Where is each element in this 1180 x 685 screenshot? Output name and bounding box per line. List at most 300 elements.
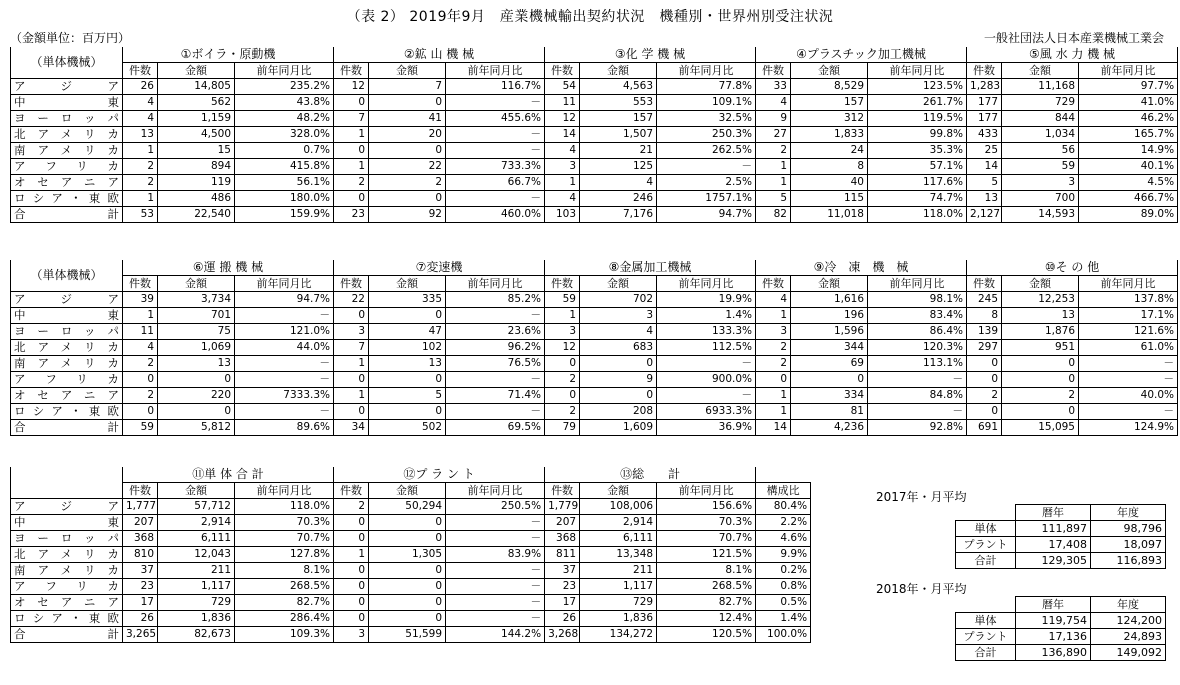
table-row [11,579,811,595]
data-cell: 12,043 [158,547,235,563]
data-cell: 14 [545,127,580,143]
data-cell: 118.0% [868,207,967,223]
row-label: プラント [956,537,1016,553]
group-header: ③化 学 機 械 [545,47,756,63]
column-header: 件数 [123,483,158,499]
column-header: 年度 [1091,505,1166,521]
data-cell: 13 [967,191,1002,207]
data-cell: 23 [123,579,158,595]
region-label: アジア [11,79,123,95]
share-cell: 0.5% [756,595,811,611]
data-cell: 1,159 [158,111,235,127]
data-cell: 2 [545,372,580,388]
data-cell: 6933.3% [657,404,756,420]
data-cell: 12,253 [1002,292,1079,308]
data-cell: 0 [334,308,369,324]
data-cell: 71.4% [446,388,545,404]
data-cell: 844 [1002,111,1079,127]
avg-2018-table [955,596,1166,661]
data-cell: 98,796 [1091,521,1166,537]
data-cell: 82.7% [235,595,334,611]
data-cell: 1 [756,404,791,420]
data-cell: 116.7% [446,79,545,95]
data-cell: 0 [334,515,369,531]
data-cell: 334 [791,388,868,404]
region-label: ロシア・東欧 [11,404,123,420]
table-row [11,127,1178,143]
data-cell: 235.2% [235,79,334,95]
region-label: 南アメリカ [11,356,123,372]
data-cell: 121.0% [235,324,334,340]
data-cell: 129,305 [1016,553,1091,569]
data-cell: 207 [545,515,580,531]
share-header: 構成比 [756,483,811,499]
data-cell: 13 [158,356,235,372]
data-cell: 13 [1002,308,1079,324]
data-cell: － [446,143,545,159]
data-cell: 1,836 [580,611,657,627]
data-cell: 4,563 [580,79,657,95]
data-cell: 951 [1002,340,1079,356]
empty-cell [756,467,811,483]
data-cell: 25 [967,143,1002,159]
data-cell: 120.3% [868,340,967,356]
data-cell: 1 [334,127,369,143]
table-row [956,537,1166,553]
data-cell: 2 [756,143,791,159]
data-cell: 5 [756,191,791,207]
data-cell: 89.0% [1079,207,1178,223]
data-cell: 102 [369,340,446,356]
region-label: 北アメリカ [11,547,123,563]
data-cell: 17 [545,595,580,611]
data-cell: 144.2% [446,627,545,643]
data-cell: 76.5% [446,356,545,372]
data-cell: 0 [369,372,446,388]
data-cell: 4,500 [158,127,235,143]
data-cell: 74.7% [868,191,967,207]
region-label: 北アメリカ [11,127,123,143]
data-cell: 1,283 [967,79,1002,95]
column-header: 件数 [545,276,580,292]
data-cell: 0 [334,404,369,420]
data-cell: 2,914 [158,515,235,531]
row-label: 合計 [956,553,1016,569]
table-section-1 [10,47,1178,223]
table-row [11,627,811,643]
data-cell: 729 [158,595,235,611]
data-cell: 17,408 [1016,537,1091,553]
region-label: ヨーロッパ [11,531,123,547]
data-cell: 1,616 [791,292,868,308]
data-cell: 9 [756,111,791,127]
data-cell: 900.0% [657,372,756,388]
data-cell: 0 [334,595,369,611]
data-cell: 211 [158,563,235,579]
data-cell: 0 [369,404,446,420]
data-cell: － [235,308,334,324]
data-cell: 8.1% [235,563,334,579]
data-cell: 22 [369,159,446,175]
data-cell: 553 [580,95,657,111]
table-row [956,629,1166,645]
table-row [11,515,811,531]
data-cell: 51,599 [369,627,446,643]
data-cell: 1 [123,308,158,324]
data-cell: 3 [545,159,580,175]
data-cell: 245 [967,292,1002,308]
data-cell: 85.2% [446,292,545,308]
data-cell: 5 [369,388,446,404]
data-cell: 39 [123,292,158,308]
data-cell: 14,805 [158,79,235,95]
data-cell: 0 [123,372,158,388]
data-cell: 14 [967,159,1002,175]
data-cell: 0 [123,404,158,420]
corner-label [11,467,123,499]
data-cell: 733.3% [446,159,545,175]
region-label: 合計 [11,207,123,223]
data-cell: 59 [123,420,158,436]
column-header: 件数 [334,483,369,499]
column-header: 金額 [580,483,657,499]
region-label: オセアニア [11,388,123,404]
data-cell: 4 [123,95,158,111]
table-row [11,547,811,563]
data-cell: 0 [369,595,446,611]
data-cell: 17.1% [1079,308,1178,324]
data-cell: 11 [123,324,158,340]
region-label: 中東 [11,515,123,531]
data-cell: 1,609 [580,420,657,436]
region-label: ヨーロッパ [11,111,123,127]
data-cell: 2 [545,404,580,420]
data-cell: 297 [967,340,1002,356]
data-cell: 157 [580,111,657,127]
data-cell: 19.9% [657,292,756,308]
data-cell: 117.6% [868,175,967,191]
data-cell: 15 [158,143,235,159]
data-cell: 2 [1002,388,1079,404]
data-cell: 79 [545,420,580,436]
data-cell: 701 [158,308,235,324]
region-label: アジア [11,292,123,308]
data-cell: 34 [334,420,369,436]
data-cell: 81 [791,404,868,420]
column-header: 金額 [791,63,868,79]
data-cell: 14.9% [1079,143,1178,159]
data-cell: 7 [369,79,446,95]
region-label: ロシア・東欧 [11,191,123,207]
column-header: 前年同月比 [868,63,967,79]
data-cell: 14,593 [1002,207,1079,223]
data-cell: 6,111 [580,531,657,547]
data-cell: 8.1% [657,563,756,579]
table-row [11,95,1178,111]
table-row [11,420,1178,436]
data-cell: 2,127 [967,207,1002,223]
data-cell: 0 [334,531,369,547]
region-label: 合計 [11,627,123,643]
data-cell: 59 [1002,159,1079,175]
data-cell: 119.5% [868,111,967,127]
data-cell: 23 [545,579,580,595]
column-header: 前年同月比 [868,276,967,292]
data-cell: 0 [580,388,657,404]
data-cell: 123.5% [868,79,967,95]
column-header: 件数 [123,276,158,292]
data-cell: － [1079,356,1178,372]
region-label: ヨーロッパ [11,324,123,340]
data-cell: 125 [580,159,657,175]
data-cell: 40.1% [1079,159,1178,175]
data-cell: 48.2% [235,111,334,127]
data-cell: 2 [334,175,369,191]
data-cell: 811 [545,547,580,563]
data-cell: 460.0% [446,207,545,223]
table-row [11,404,1178,420]
data-cell: 0 [369,95,446,111]
data-cell: 69.5% [446,420,545,436]
data-cell: 112.5% [657,340,756,356]
table-row [11,191,1178,207]
group-header: ④プラスチック加工機械 [756,47,967,63]
data-cell: 70.7% [657,531,756,547]
data-cell: 44.0% [235,340,334,356]
data-cell: 113.1% [868,356,967,372]
unit-note: （金額単位：百万円） [10,31,131,45]
data-cell: 0 [967,356,1002,372]
data-cell: 165.7% [1079,127,1178,143]
data-cell: 94.7% [657,207,756,223]
data-cell: 3 [756,324,791,340]
data-cell: 8,529 [791,79,868,95]
empty-cell [956,505,1016,521]
share-cell: 0.8% [756,579,811,595]
region-label: 中東 [11,308,123,324]
data-cell: 1,507 [580,127,657,143]
data-cell: 0 [967,404,1002,420]
data-cell: 118.0% [235,499,334,515]
group-header: ⑪単 体 合 計 [123,467,334,483]
region-label: 中東 [11,95,123,111]
data-cell: 2 [123,356,158,372]
column-header: 件数 [123,63,158,79]
share-cell: 4.6% [756,531,811,547]
data-cell: 27 [756,127,791,143]
data-cell: 136,890 [1016,645,1091,661]
data-cell: 23.6% [446,324,545,340]
data-cell: 92.8% [868,420,967,436]
data-cell: 683 [580,340,657,356]
data-cell: 24,893 [1091,629,1166,645]
data-cell: 69 [791,356,868,372]
data-cell: 77.8% [657,79,756,95]
table-row [11,324,1178,340]
data-cell: 97.7% [1079,79,1178,95]
data-cell: 32.5% [657,111,756,127]
data-cell: 3,268 [545,627,580,643]
data-cell: 35.3% [868,143,967,159]
data-cell: 46.2% [1079,111,1178,127]
row-label: プラント [956,629,1016,645]
data-cell: 268.5% [657,579,756,595]
data-cell: 0 [369,531,446,547]
data-cell: 4 [123,111,158,127]
data-cell: 66.7% [446,175,545,191]
region-label: 南アメリカ [11,143,123,159]
data-cell: 2 [334,499,369,515]
column-header: 件数 [967,276,1002,292]
data-cell: － [446,515,545,531]
data-cell: 13 [369,356,446,372]
table-row [11,611,811,627]
data-cell: 0 [1002,372,1079,388]
column-header: 前年同月比 [446,63,545,79]
page-title: （表 2） 2019年9月 産業機械輸出契約状況 機種別・世界州別受注状況 [346,9,834,25]
data-cell: 5,812 [158,420,235,436]
data-cell: 4 [123,340,158,356]
data-cell: 1 [123,143,158,159]
group-header: ②鉱 山 機 械 [334,47,545,63]
data-cell: 23 [334,207,369,223]
data-cell: 2,914 [580,515,657,531]
data-cell: 22,540 [158,207,235,223]
data-cell: － [446,372,545,388]
data-cell: 70.3% [235,515,334,531]
column-header: 前年同月比 [1079,63,1178,79]
column-header: 前年同月比 [657,483,756,499]
data-cell: － [446,308,545,324]
data-cell: 3 [334,627,369,643]
data-cell: 11 [545,95,580,111]
data-cell: 0 [369,515,446,531]
share-cell: 80.4% [756,499,811,515]
data-cell: － [446,579,545,595]
region-label: オセアニア [11,175,123,191]
data-cell: 17,136 [1016,629,1091,645]
data-cell: 0 [1002,356,1079,372]
data-cell: 26 [123,611,158,627]
data-cell: 1,836 [158,611,235,627]
table-row [11,159,1178,175]
data-cell: － [868,404,967,420]
table-row [956,521,1166,537]
column-header: 金額 [369,276,446,292]
data-cell: 4 [580,175,657,191]
data-cell: 0 [334,143,369,159]
region-label: オセアニア [11,595,123,611]
data-cell: 4 [756,95,791,111]
data-cell: 2 [123,175,158,191]
data-cell: 96.2% [446,340,545,356]
region-label: 北アメリカ [11,340,123,356]
column-header: 前年同月比 [235,483,334,499]
data-cell: 328.0% [235,127,334,143]
column-header: 件数 [334,276,369,292]
data-cell: 486 [158,191,235,207]
data-cell: － [446,611,545,627]
share-cell: 100.0% [756,627,811,643]
data-cell: 250.3% [657,127,756,143]
table-row [11,207,1178,223]
data-cell: 1,779 [545,499,580,515]
data-cell: 24 [791,143,868,159]
data-cell: － [657,159,756,175]
table-row [11,372,1178,388]
data-cell: 0 [334,372,369,388]
data-cell: 82 [756,207,791,223]
group-header: ⑫プ ラ ン ト [334,467,545,483]
data-cell: 15,095 [1002,420,1079,436]
region-label: アフリカ [11,372,123,388]
data-cell: 116,893 [1091,553,1166,569]
column-header: 件数 [756,276,791,292]
avg-2017-table [955,504,1166,569]
data-cell: 0 [545,388,580,404]
data-cell: 5 [967,175,1002,191]
data-cell: 3,265 [123,627,158,643]
column-header: 金額 [369,483,446,499]
data-cell: 455.6% [446,111,545,127]
data-cell: 12.4% [657,611,756,627]
data-cell: 83.9% [446,547,545,563]
data-cell: 139 [967,324,1002,340]
data-cell: 56.1% [235,175,334,191]
data-cell: 250.5% [446,499,545,515]
data-cell: 7,176 [580,207,657,223]
data-cell: 1 [334,356,369,372]
group-header: ⑧金属加工機械 [545,260,756,276]
data-cell: 56 [1002,143,1079,159]
group-header: ⑦変速機 [334,260,545,276]
data-cell: 4,236 [791,420,868,436]
data-cell: 286.4% [235,611,334,627]
data-cell: 1 [334,159,369,175]
data-cell: 0 [369,563,446,579]
data-cell: 0 [369,308,446,324]
data-cell: 119,754 [1016,613,1091,629]
table-row [956,645,1166,661]
group-header: ⑤風 水 力 機 械 [967,47,1178,63]
table-row [11,388,1178,404]
data-cell: 1 [756,175,791,191]
data-cell: 4 [545,143,580,159]
data-cell: 3 [1002,175,1079,191]
data-cell: 1757.1% [657,191,756,207]
data-cell: 0 [369,191,446,207]
data-cell: 70.3% [657,515,756,531]
data-cell: 0 [967,372,1002,388]
data-cell: 83.4% [868,308,967,324]
data-cell: － [1079,404,1178,420]
table-row [11,356,1178,372]
data-cell: － [446,595,545,611]
data-cell: 92 [369,207,446,223]
data-cell: 894 [158,159,235,175]
data-cell: － [235,404,334,420]
data-cell: 1,117 [158,579,235,595]
column-header: 前年同月比 [446,276,545,292]
data-cell: 466.7% [1079,191,1178,207]
data-cell: 57.1% [868,159,967,175]
data-cell: 312 [791,111,868,127]
column-header: 金額 [580,63,657,79]
table-section-3 [10,467,811,643]
data-cell: 137.8% [1079,292,1178,308]
organization-name: 一般社団法人日本産業機械工業会 [983,31,1164,45]
data-cell: － [235,356,334,372]
